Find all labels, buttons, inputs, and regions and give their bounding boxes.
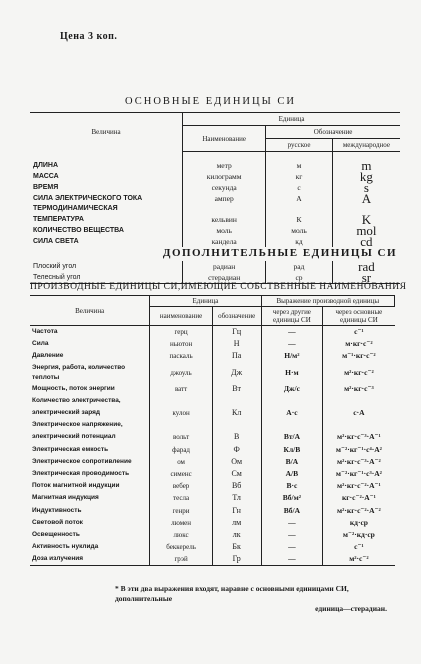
- col-designation: Обозначение: [266, 126, 400, 139]
- quantity-cell: Электрическое напряжение,: [32, 421, 123, 429]
- via-other-cell: Дж/с: [261, 383, 323, 395]
- via-base-cell: м⁻²·кд·ср: [323, 529, 395, 541]
- unit-name-cell: кельвин: [183, 214, 266, 225]
- quantity-cell: Магнитная индукция: [32, 494, 99, 502]
- quantity-cell: ВРЕМЯ: [33, 184, 59, 191]
- quantity-cell: Плоский угол: [33, 262, 77, 270]
- unit-name-cell: ампер: [183, 193, 266, 204]
- base-units-table: [30, 112, 400, 284]
- quantity-cell: Количество электричества,: [32, 396, 121, 404]
- unit-name-cell: стерадиан: [183, 272, 266, 284]
- table-row: [30, 193, 400, 204]
- unit-name-cell: вебер: [150, 480, 212, 492]
- symbol-cell: Ом: [212, 456, 261, 468]
- col-expression: Выражение производной единицы: [261, 296, 394, 307]
- international-symbol-cell: s: [332, 182, 400, 193]
- via-base-cell: м⁻¹·кг·с⁻²: [323, 350, 395, 362]
- base-units-title: ОСНОВНЫЕ ЕДИНИЦЫ СИ: [125, 96, 296, 107]
- via-other-cell: Н·м: [261, 363, 323, 383]
- symbol-cell: лм: [212, 517, 261, 529]
- table-row: [30, 407, 395, 419]
- quantity-cell: МАССА: [33, 173, 59, 180]
- via-other-cell: —: [261, 541, 323, 553]
- table-row: [30, 350, 395, 362]
- russian-symbol-cell: А: [266, 193, 333, 204]
- table-row: [30, 504, 395, 516]
- price-label: Цена 3 коп.: [60, 31, 118, 42]
- table-row: [30, 363, 395, 383]
- via-other-cell: —: [261, 338, 323, 350]
- quantity-cell: ДЛИНА: [33, 161, 59, 169]
- unit-name-cell: люмен: [150, 517, 212, 529]
- col-russian: русское: [266, 139, 333, 152]
- unit-name-cell: секунда: [183, 182, 266, 193]
- via-other-cell: —: [261, 326, 323, 339]
- via-other-cell: А/В: [261, 468, 323, 480]
- table-row: [30, 152, 400, 172]
- unit-name-cell: джоуль: [150, 363, 212, 383]
- symbol-cell: Бк: [212, 541, 261, 553]
- unit-name-cell: грэй: [150, 553, 212, 566]
- via-other-cell: Вт/А: [261, 431, 323, 443]
- unit-name-cell: [150, 419, 212, 431]
- via-other-cell: [261, 419, 323, 431]
- via-other-cell: —: [261, 517, 323, 529]
- table-row: [30, 182, 400, 193]
- unit-name-cell: беккерель: [150, 541, 212, 553]
- unit-name-cell: вольт: [150, 431, 212, 443]
- quantity-cell: Поток магнитной индукции: [32, 482, 120, 490]
- via-base-cell: м⁻²·кг⁻¹·с³·А²: [323, 468, 395, 480]
- quantity-cell: КОЛИЧЕСТВО ВЕЩЕСТВА: [33, 226, 124, 234]
- table-row: [30, 431, 395, 443]
- quantity-cell: электрический заряд: [32, 409, 101, 417]
- table-row: [30, 338, 395, 350]
- table-row: [30, 517, 395, 529]
- supplementary-title: ДОПОЛНИТЕЛЬНЫЕ ЕДИНИЦЫ СИ: [162, 247, 397, 259]
- via-other-cell: [261, 395, 323, 407]
- unit-name-cell: радиан: [183, 261, 266, 272]
- supplementary-header-row: [30, 247, 400, 261]
- quantity-cell: Активность нуклида: [32, 543, 99, 551]
- via-base-cell: с⁻¹: [323, 326, 395, 339]
- table-row: [30, 214, 400, 225]
- symbol-cell: См: [212, 468, 261, 480]
- russian-symbol-cell: моль: [266, 225, 333, 236]
- quantity-cell: Телесный угол: [30, 272, 183, 284]
- table-row: [30, 171, 400, 182]
- footnote-line2: единица—стерадиан.: [315, 604, 387, 613]
- quantity-cell: электрический потенциал: [32, 433, 116, 441]
- via-base-cell: м²·кг·с⁻²: [323, 363, 395, 383]
- table-row: [30, 236, 400, 247]
- unit-name-cell: ватт: [150, 383, 212, 395]
- via-other-cell: —: [261, 553, 323, 566]
- international-symbol-cell: sr: [332, 272, 400, 284]
- russian-symbol-cell: с: [266, 182, 333, 193]
- quantity-cell: СИЛА СВЕТА: [33, 237, 79, 245]
- unit-name-cell: кандела: [183, 236, 266, 247]
- col-name: наименование: [150, 307, 212, 326]
- quantity-cell: Индуктивность: [32, 506, 82, 514]
- international-symbol-cell: cd: [332, 236, 400, 247]
- table-row: [30, 225, 400, 236]
- quantity-cell: ТЕМПЕРАТУРА: [33, 215, 84, 223]
- col-quantity: Величина: [30, 296, 150, 326]
- via-other-cell: Вб/А: [261, 504, 323, 516]
- via-base-cell: м²·кг·с⁻³·А⁻¹: [323, 431, 395, 443]
- international-symbol-cell: A: [332, 193, 400, 204]
- col-unit: Единица: [183, 113, 400, 126]
- via-other-cell: А·с: [261, 407, 323, 419]
- unit-name-cell: генри: [150, 504, 212, 516]
- international-symbol-cell: K: [332, 214, 400, 225]
- via-base-cell: м²·кг·с⁻²·А⁻²: [323, 504, 395, 516]
- col-designation: обозначение: [212, 307, 261, 326]
- symbol-cell: Гн: [212, 504, 261, 516]
- via-other-cell: В·с: [261, 480, 323, 492]
- via-base-cell: м⁻²·кг⁻¹·с⁴·А²: [323, 444, 395, 456]
- symbol-cell: Тл: [212, 492, 261, 504]
- via-base-cell: м²·кг·с⁻³·А⁻²: [323, 456, 395, 468]
- russian-symbol-cell: [266, 204, 333, 214]
- via-other-cell: Н/м²: [261, 350, 323, 362]
- table-row: [30, 444, 395, 456]
- quantity-cell: Сила: [32, 340, 49, 348]
- unit-name-cell: паскаль: [150, 350, 212, 362]
- table-row: [30, 553, 395, 566]
- symbol-cell: Н: [212, 338, 261, 350]
- derived-units-title: ПРОИЗВОДНЫЕ ЕДИНИЦЫ СИ,ИМЕЮЩИЕ СОБСТВЕННЫЕ НАИМЕНОВАНИЯ: [30, 282, 407, 292]
- unit-name-cell: фарад: [150, 444, 212, 456]
- table-row: [30, 204, 400, 214]
- table-row: [30, 383, 395, 395]
- unit-name-cell: моль: [183, 225, 266, 236]
- symbol-cell: Вт: [212, 383, 261, 395]
- unit-name-cell: ньютон: [150, 338, 212, 350]
- international-symbol-cell: m: [332, 152, 400, 172]
- via-other-cell: Вб/м²: [261, 492, 323, 504]
- via-base-cell: [323, 395, 395, 407]
- via-base-cell: с·А: [323, 407, 395, 419]
- russian-symbol-cell: кг: [266, 171, 333, 182]
- symbol-cell: лк: [212, 529, 261, 541]
- unit-name-cell: герц: [150, 326, 212, 339]
- table-row: [30, 456, 395, 468]
- quantity-cell: ТЕРМОДИНАМИЧЕСКАЯ: [33, 205, 118, 213]
- unit-name-cell: метр: [183, 152, 266, 172]
- via-base-cell: м²·кг·с⁻²·А⁻¹: [323, 480, 395, 492]
- unit-name-cell: килограмм: [183, 171, 266, 182]
- international-symbol-cell: mol: [332, 225, 400, 236]
- unit-name-cell: люкс: [150, 529, 212, 541]
- via-other-cell: —: [261, 529, 323, 541]
- via-base-cell: кд·ср: [323, 517, 395, 529]
- symbol-cell: [212, 419, 261, 431]
- symbol-cell: Па: [212, 350, 261, 362]
- quantity-cell: СИЛА ЭЛЕКТРИЧЕСКОГО ТОКА: [33, 195, 143, 202]
- quantity-cell: Освещенность: [32, 530, 80, 538]
- russian-symbol-cell: К: [266, 214, 333, 225]
- symbol-cell: Ф: [212, 444, 261, 456]
- col-via-other: через другие единицы СИ: [261, 307, 323, 326]
- quantity-cell: Доза излучения: [30, 553, 150, 566]
- table-row: [30, 492, 395, 504]
- symbol-cell: Гц: [212, 326, 261, 339]
- quantity-cell: Электрическая емкость: [32, 445, 109, 453]
- unit-name-cell: [150, 395, 212, 407]
- symbol-cell: Гр: [212, 553, 261, 566]
- col-quantity: Величина: [91, 128, 121, 137]
- quantity-cell: Электрическая проводимость: [32, 469, 130, 477]
- unit-name-cell: кулон: [150, 407, 212, 419]
- symbol-cell: Кл: [212, 407, 261, 419]
- table-row: [30, 468, 395, 480]
- russian-symbol-cell: ср: [266, 272, 333, 284]
- derived-units-table: [30, 295, 395, 566]
- footnote-line1: * В эти два выражения входят, наравне с основными единицами СИ, дополнительные: [115, 584, 349, 603]
- via-base-cell: с⁻¹: [323, 541, 395, 553]
- symbol-cell: Вб: [212, 480, 261, 492]
- russian-symbol-cell: м: [266, 152, 333, 172]
- via-base-cell: м²·с⁻²: [323, 553, 395, 566]
- table-row: [30, 541, 395, 553]
- russian-symbol-cell: рад: [266, 261, 333, 272]
- table-row: [30, 395, 395, 407]
- via-other-cell: В/А: [261, 456, 323, 468]
- via-base-cell: кг·с⁻²·А⁻¹: [323, 492, 395, 504]
- symbol-cell: В: [212, 431, 261, 443]
- unit-name-cell: сименс: [150, 468, 212, 480]
- table-row: [30, 529, 395, 541]
- unit-name-cell: [183, 204, 266, 214]
- table-row: [30, 419, 395, 431]
- international-symbol-cell: kg: [332, 171, 400, 182]
- table-row: [30, 326, 395, 339]
- col-via-base: через основные единицы СИ: [323, 307, 395, 326]
- col-unit: Единица: [150, 296, 261, 307]
- via-base-cell: м·кг·с⁻²: [323, 338, 395, 350]
- quantity-cell: Световой поток: [32, 518, 83, 526]
- quantity-cell: Частота: [30, 326, 150, 339]
- via-other-cell: Кл/В: [261, 444, 323, 456]
- quantity-cell: Электрическое сопротивление: [32, 457, 132, 465]
- international-symbol-cell: rad: [332, 261, 400, 272]
- russian-symbol-cell: кд: [266, 236, 333, 247]
- via-base-cell: [323, 419, 395, 431]
- unit-name-cell: ом: [150, 456, 212, 468]
- via-base-cell: м²·кг·с⁻³: [323, 383, 395, 395]
- quantity-cell: Мощность, поток энергии: [32, 384, 115, 392]
- col-name: Наименование: [183, 126, 266, 152]
- unit-name-cell: тесла: [150, 492, 212, 504]
- col-international: международное: [332, 139, 400, 152]
- symbol-cell: [212, 395, 261, 407]
- quantity-cell: Энергия, работа, количество теплоты: [32, 363, 126, 381]
- footnote: [115, 584, 405, 614]
- table-row: [30, 480, 395, 492]
- symbol-cell: Дж: [212, 363, 261, 383]
- quantity-cell: Давление: [32, 352, 64, 360]
- table-row: [30, 261, 400, 272]
